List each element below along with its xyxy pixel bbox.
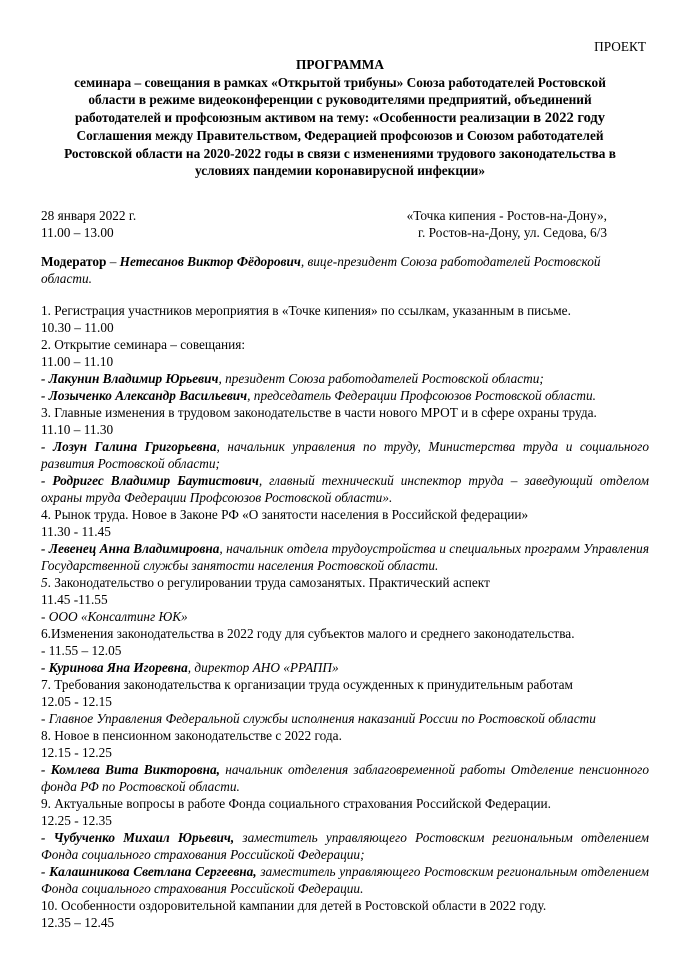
draft-label: ПРОЕКТ [594, 39, 646, 54]
heading-line: области в режиме видеоконференции с руководителями предприятий, объединений [88, 92, 592, 107]
agenda [41, 302, 649, 931]
speaker [41, 472, 649, 506]
agenda-item-title [41, 574, 649, 591]
agenda-item-title: 3. Главные изменения в трудовом законодательстве в части нового МРОТ и в сфере охраны труда. [41, 405, 597, 420]
speaker-role: , главный технический инспектор труда – заведующий отделом охраны труда Федерации Профсоюзов Ростовской области». [41, 473, 649, 505]
speaker [41, 863, 649, 897]
speaker [41, 540, 649, 574]
speaker-role: , директор АНО «РРАПП» [187, 660, 339, 675]
speaker-role: заместитель управляющего Ростовским региональным отделением Фонда социального страхования Российской Федерации. [41, 864, 649, 896]
event-venue: «Точка кипения - Ростов-на-Дону», [406, 208, 607, 223]
agenda-item-time: 12.25 - 12.35 [41, 813, 112, 828]
agenda-item-time: 11.45 -11.55 [41, 592, 108, 607]
speaker-role: , начальник отдела трудоустройства и специальных программ Управления Государственной службы занятости населения Ростовской области. [41, 541, 650, 573]
agenda-item-time: 12.15 - 12.25 [41, 745, 112, 760]
event-date: 28 января 2022 г. [41, 208, 137, 223]
speaker-name: - Калашникова Светлана Сергеевна, [41, 864, 257, 879]
agenda-item-title: 2. Открытие семинара – совещания: [41, 337, 246, 352]
speaker-role: , председатель Федерации Профсоюзов Ростовской области. [247, 388, 596, 403]
heading-line-part: работодателей и профсоюзным активом на тему: «Особенности реализации [74, 109, 534, 125]
event-time: 11.00 – 13.00 [41, 225, 114, 240]
moderator-role: , вице-президент Союза работодателей Ростовской области. [41, 254, 601, 286]
heading-line: условиях пандемии коронавирусной инфекции» [195, 163, 485, 178]
moderator-name: Нетесанов Виктор Фёдорович [119, 254, 301, 269]
heading-line: Соглашения между Правительством, Федерацией профсоюзов и Союзом работодателей [76, 128, 604, 143]
heading-title: ПРОГРАММА [296, 57, 384, 72]
agenda-item-time: 11.10 – 11.30 [41, 422, 114, 437]
event-address: г. Ростов-на-Дону, ул. Седова, 6/3 [418, 225, 607, 240]
heading-year: в 2022 году [533, 109, 606, 126]
agenda-item-time: - 11.55 – 12.05 [41, 643, 122, 658]
agenda-item-title: 9. Актуальные вопросы в работе Фонда социального страхования Российской Федерации. [41, 796, 551, 811]
event-datetime [41, 207, 136, 241]
agenda-item-time: 12.35 – 12.45 [41, 915, 115, 930]
speaker-role: заместитель управляющего Ростовским региональным отделением Фонда социального страхования Российской Федерации; [41, 830, 650, 862]
speaker [41, 659, 649, 676]
agenda-item-title: 7. Требования законодательства к организации труда осужденных к принудительным работам [41, 677, 573, 692]
agenda-item-time: 10.30 – 11.00 [41, 320, 114, 335]
speaker-role: , президент Союза работодателей Ростовской области; [218, 371, 544, 386]
heading-line [30, 109, 650, 128]
agenda-item-title: 6.Изменения законодательства в 2022 году для субъектов малого и среднего законодательства. [41, 626, 575, 641]
moderator-block [41, 253, 645, 287]
speaker-name: - Лозун Галина Григорьевна [41, 439, 217, 454]
event-location [407, 207, 607, 241]
heading-line: семинара – совещания в рамках «Открытой трибуны» Союза работодателей Ростовской [74, 74, 606, 90]
agenda-item-number: 5 [41, 575, 48, 590]
speaker-name: - Куринова Яна Игоревна [41, 660, 188, 675]
speaker-organization: - ООО «Консалтинг ЮК» [41, 609, 188, 624]
speaker-name: - Левенец Анна Владимировна [41, 541, 220, 556]
agenda-item-title: 1. Регистрация участников мероприятия в «Точке кипения» по ссылкам, указанным в письме. [41, 303, 571, 318]
agenda-item-time: 12.05 - 12.15 [41, 694, 112, 709]
moderator-label: Модератор [41, 254, 107, 269]
speaker-name: - Комлева Вита Викторовна, [41, 762, 220, 777]
speaker-name: - Лозыченко Александр Васильевич [41, 388, 248, 403]
speaker-role: , начальник управления по труду, Министерства труда и социального развития Ростовской области; [41, 439, 649, 471]
speaker-role: начальник отделения заблаговременной работы Отделение пенсионного фонда РФ по Ростовской области. [41, 762, 649, 794]
agenda-item-time: 11.00 – 11.10 [41, 354, 114, 369]
speaker-name: - Лакунин Владимир Юрьевич [41, 371, 219, 386]
speaker [41, 829, 649, 863]
moderator-dash: – [106, 254, 120, 269]
program-heading [30, 56, 650, 180]
speaker [41, 438, 649, 472]
speaker [41, 761, 649, 795]
speaker-name: - Чубученко Михаил Юрьевич, [41, 830, 235, 845]
heading-line: Ростовской области на 2020-2022 годы в связи с изменениями трудового законодательства в [64, 145, 616, 161]
agenda-item-title: 4. Рынок труда. Новое в Законе РФ «О занятости населения в Российской федерации» [41, 507, 529, 522]
speaker-name: - Родригес Владимир Баутистович [41, 473, 259, 488]
agenda-item-title: 10. Особенности оздоровительной кампании для детей в Ростовской области в 2022 году. [41, 898, 547, 913]
speaker [41, 370, 649, 387]
agenda-item-text: . Законодательство о регулировании труда самозанятых. Практический аспект [47, 575, 490, 590]
agenda-item-title: 8. Новое в пенсионном законодательстве с 2022 года. [41, 728, 342, 743]
agenda-item-time: 11.30 - 11.45 [41, 524, 111, 539]
speaker-organization: - Главное Управления Федеральной службы исполнения наказаний России по Ростовской области [41, 711, 596, 726]
speaker [41, 387, 649, 404]
